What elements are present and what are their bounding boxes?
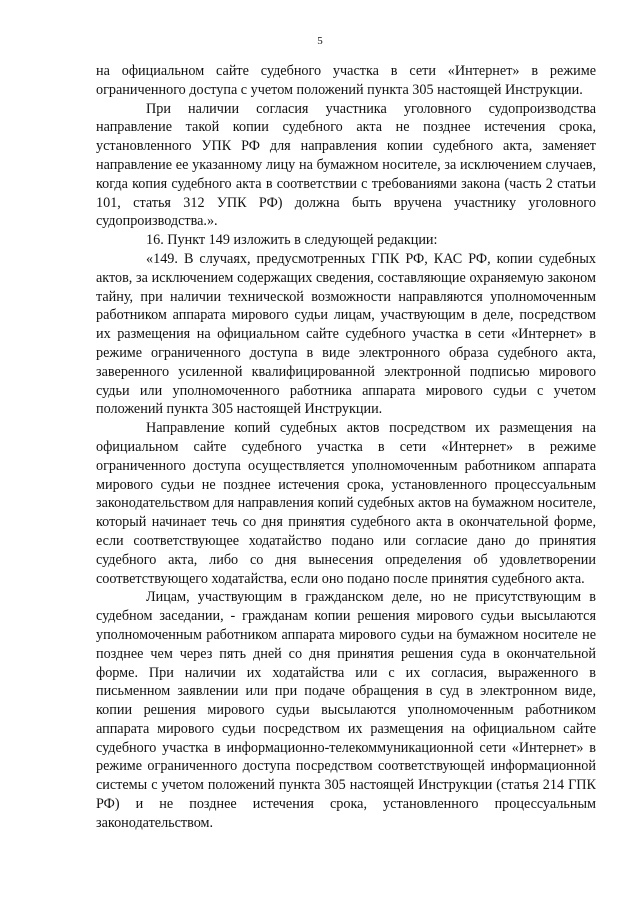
paragraph-civil-case: Лицам, участвующим в гражданском деле, но не присутствующим в судебном заседании, - гражданам копии решения мирового судьи высылаются уполномоченным работником аппарата мирового судьи на бумажном носителе не позднее чем через пять дней со дня принятия решения суда в окончательной форме. При наличии их ходатайства или с их согласия, выраженного в письменном заявлении или при подаче обращения в суд в электронном виде, копии решения мирового судьи высылаются уполномоченным работником аппарата мирового судьи посредством их размещения на официальном сайте судебного участка в информационно-телекоммуникационной сети «Интернет» в режиме ограниченного доступа посредством соответствующей информационной системы с учетом положений пункта 305 настоящей Инструкции (статья 214 ГПК РФ) и не позднее истечения срока, установленного процессуальным законодательством. <box>96 589 596 831</box>
page-number: 5 <box>317 35 323 47</box>
paragraph-item-149: «149. В случаях, предусмотренных ГПК РФ, КАС РФ, копии судебных актов, за исключением содержащих сведения, составляющие охраняемую законом тайну, при наличии технической возможности направляются уполномоченным работником аппарата мирового судьи лицам, участвующим в деле, посредством их размещения на официальном сайте судебного участка в сети «Интернет» в режиме ограниченного доступа в виде электронного образа судебного акта, заверенного усиленной квалифицированной электронной подписью мирового судьи или уполномоченного работника аппарата мирового судьи с учетом положений пункта 305 настоящей Инструкции. <box>96 250 596 418</box>
paragraph-consent: При наличии согласия участника уголовного судопроизводства направление такой копии судебного акта не позднее истечения срока, установленного УПК РФ для направления копии судебного акта, заменяет направление ее указанному лицу на бумажном носителе, за исключением случаев, когда копия судебного акта в соответствии с требованиями закона (часть 2 статьи 101, статья 312 УПК РФ) должна быть вручена участнику уголовного судопроизводства.». <box>96 100 596 230</box>
paragraph-delivery-terms: Направление копий судебных актов посредством их размещения на официальном сайте судебного участка в сети «Интернет» в режиме ограниченного доступа осуществляется уполномоченным работником аппарата мирового судьи не позднее истечения срока, установленного процессуальным законодательством для направления копий судебных актов на бумажном носителе, который начинает течь со дня принятия судебного акта в окончательной форме, если соответствующее ходатайство подано или согласие дано до принятия судебного акта, либо со дня вынесения определения об удовлетворении соответствующего ходатайства, если оно подано после принятия судебного акта. <box>96 420 596 587</box>
paragraph-item-16: 16. Пункт 149 изложить в следующей редакции: <box>146 232 438 249</box>
paragraph-continuation: на официальном сайте судебного участка в сети «Интернет» в режиме ограниченного доступа с учетом положений пункта 305 настоящей Инструкции. <box>96 63 596 98</box>
document-body <box>96 62 596 833</box>
